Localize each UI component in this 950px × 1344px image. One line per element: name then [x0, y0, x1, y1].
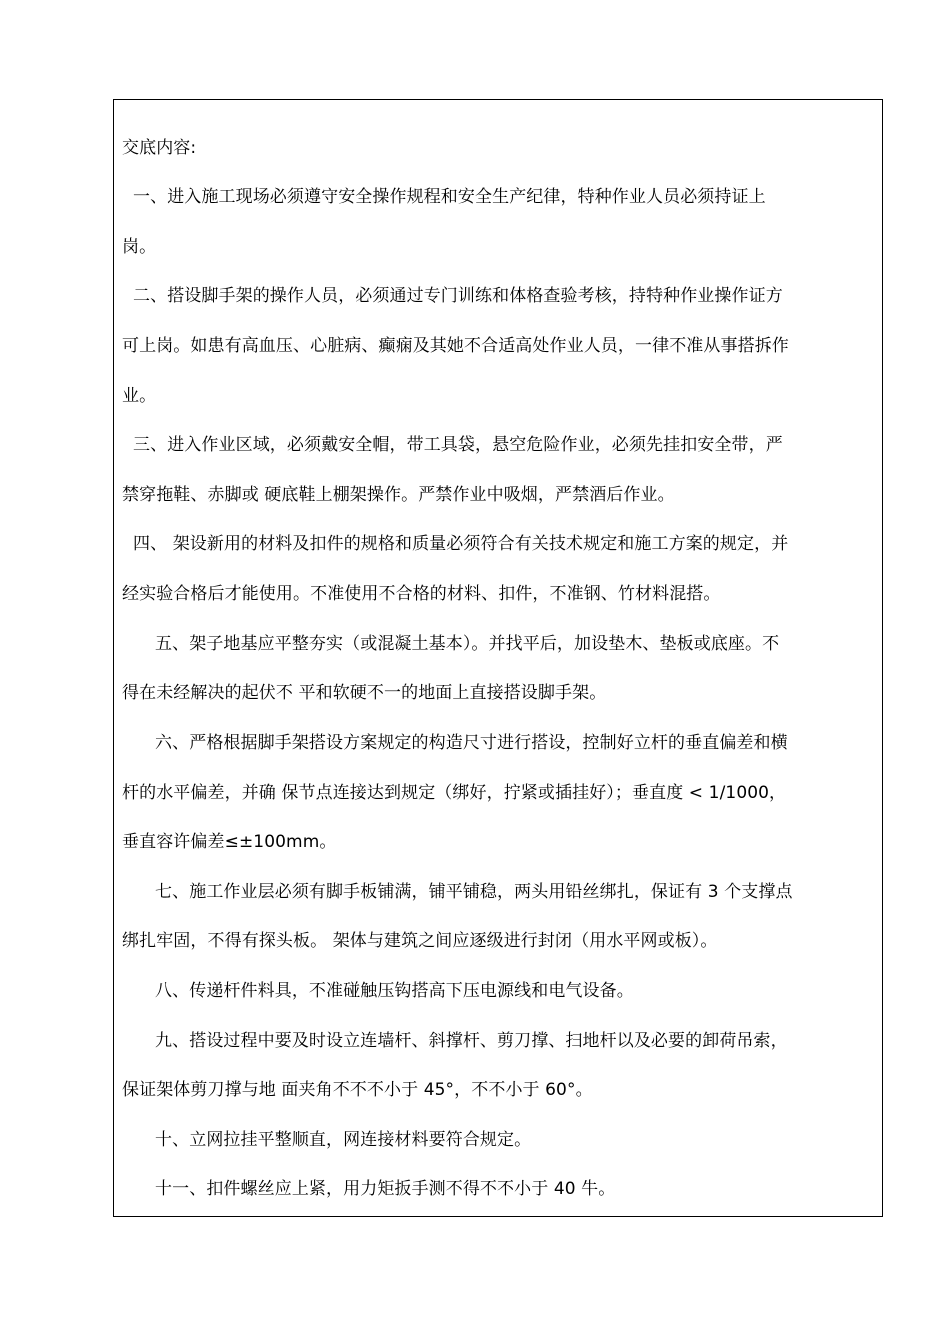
text-line: 得在未经解决的起伏不 平和软硬不一的地面上直接搭设脚手架。	[122, 683, 607, 703]
text-line: 十一、扣件螺丝应上紧，用力矩扳手测不得不不小于 40 牛。	[122, 1179, 616, 1199]
text-line: 三、进入作业区域，必须戴安全帽，带工具袋，悬空危险作业，必须先挂扣安全带，严	[122, 435, 783, 455]
text-line: 杆的水平偏差，并确 保节点连接达到规定（绑好，拧紧或插挂好）；垂直度 < 1/1000，	[122, 783, 787, 803]
text-line: 禁穿拖鞋、赤脚或 硬底鞋上棚架操作。严禁作业中吸烟，严禁酒后作业。	[122, 485, 675, 505]
document-heading: 交底内容:	[122, 138, 197, 158]
text-line: 保证架体剪刀撑与地 面夹角不不不小于 45°，不不小于 60°。	[122, 1080, 593, 1100]
text-line: 可上岗。如患有高血压、心脏病、癫痫及其她不合适高处作业人员，一律不准从事搭拆作	[122, 336, 789, 356]
text-line: 五、架子地基应平整夯实（或混凝土基本）。并找平后，加设垫木、垫板或底座。不	[122, 634, 780, 654]
text-line: 绑扎牢固，不得有探头板。 架体与建筑之间应逐级进行封闭（用水平网或板）。	[122, 931, 718, 951]
text-line: 一、进入施工现场必须遵守安全操作规程和安全生产纪律，特种作业人员必须持证上	[122, 187, 766, 207]
text-line: 十、立网拉挂平整顺直，网连接材料要符合规定。	[122, 1130, 532, 1150]
text-line: 六、严格根据脚手架搭设方案规定的构造尺寸进行搭设，控制好立杆的垂直偏差和横	[122, 733, 788, 753]
text-line: 七、施工作业层必须有脚手板铺满，铺平铺稳，两头用铅丝绑扎，保证有 3 个支撑点	[122, 882, 793, 902]
text-line: 岗。	[122, 237, 157, 257]
text-line: 经实验合格后才能使用。不准使用不合格的材料、扣件，不准钢、竹材料混搭。	[122, 584, 721, 604]
text-line: 四、 架设新用的材料及扣件的规格和质量必须符合有关技术规定和施工方案的规定，并	[122, 534, 789, 554]
text-line: 垂直容许偏差≤±100mm。	[122, 832, 337, 852]
text-line: 九、搭设过程中要及时设立连墙杆、斜撑杆、剪刀撑、扫地杆以及必要的卸荷吊索，	[122, 1031, 788, 1051]
text-line: 八、传递杆件料具，不准碰触压钩搭高下压电源线和电气设备。	[122, 981, 634, 1001]
text-line: 业。	[122, 386, 157, 406]
text-line: 二、搭设脚手架的操作人员，必须通过专门训练和体格查验考核，持特种作业操作证方	[122, 286, 783, 306]
